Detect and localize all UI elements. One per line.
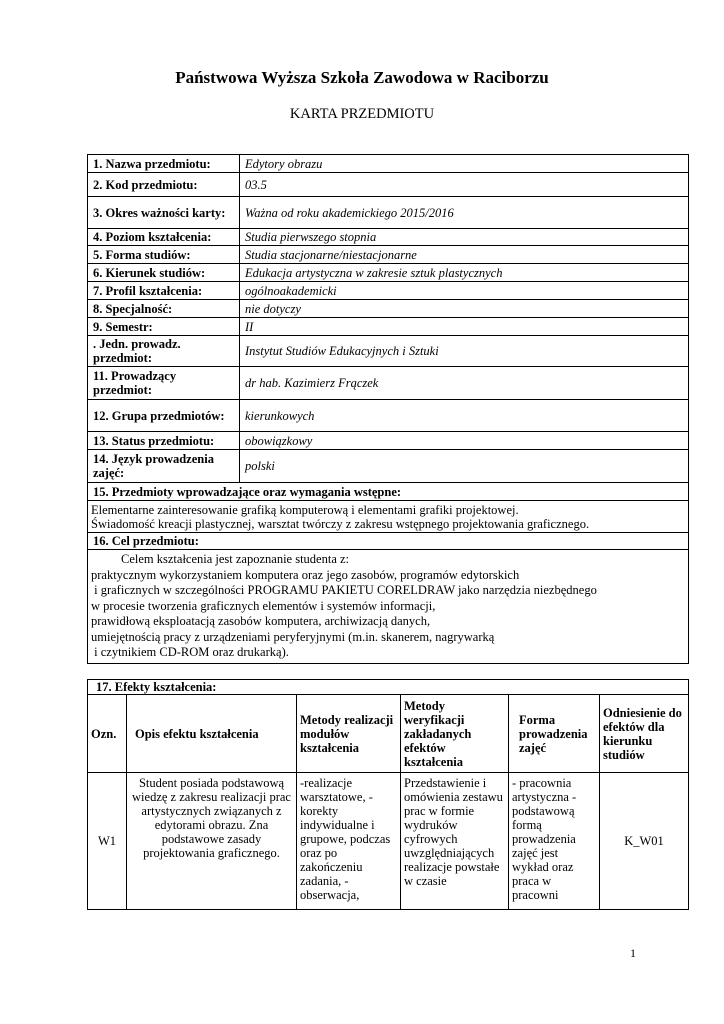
info-value: Instytut Studiów Edukacyjnych i Sztuki	[240, 336, 689, 367]
info-value: Edytory obrazu	[240, 155, 689, 173]
info-row	[88, 367, 689, 400]
text-line: Elementarne zainteresowanie grafiką komputerową i elementami grafiki projektowej.	[91, 502, 519, 517]
info-value: kierunkowych	[240, 400, 689, 432]
info-label: 8. Specjalność:	[88, 300, 240, 318]
info-label: . Jedn. prowadz. przedmiot:	[88, 336, 240, 367]
table-row	[88, 773, 689, 910]
outcome-description: Student posiada podstawową wiedzę z zakresu realizacji prac artystycznych związanych z edytorami obrazu. Zna podstawowe zasady projektowania graficznego.	[127, 773, 297, 910]
text-line: umiejętnością pracy z urządzeniami peryferyjnymi (m.in. skanerem, nagrywarką	[91, 629, 495, 644]
table-header-row	[88, 695, 689, 773]
section-body	[88, 550, 689, 664]
info-row	[88, 400, 689, 432]
page-number: 1	[630, 946, 636, 960]
info-label: 14. Język prowadzenia zajęć:	[88, 450, 240, 483]
text-line: praktycznym wykorzystaniem komputera oraz jego zasobów, programów edytorskich	[91, 567, 520, 582]
info-value: Studia stacjonarne/niestacjonarne	[240, 246, 689, 264]
info-row	[88, 300, 689, 318]
outcome-form: - pracownia artystyczna -podstawową formą prowadzenia zajęć jest wykład oraz praca w pracowni	[509, 773, 600, 910]
info-label: 6. Kierunek studiów:	[88, 264, 240, 282]
info-value: dr hab. Kazimierz Frączek	[240, 367, 689, 400]
text-line: prawidłową eksploatacją zasobów komputera, archiwizacją danych,	[91, 614, 431, 629]
info-row	[88, 282, 689, 300]
info-row	[88, 336, 689, 367]
section-16-heading-row	[88, 533, 689, 550]
section-15-body-row	[88, 501, 689, 533]
info-label: 12. Grupa przedmiotów:	[88, 400, 240, 432]
info-value: Studia pierwszego stopnia	[240, 229, 689, 246]
info-value: Ważna od roku akademickiego 2015/2016	[240, 197, 689, 229]
info-row	[88, 318, 689, 336]
outcome-reference: K_W01	[600, 773, 689, 910]
info-row	[88, 450, 689, 483]
outcome-code: W1	[88, 773, 127, 910]
text-line	[91, 552, 685, 568]
info-row	[88, 155, 689, 173]
indented-text: Celem kształcenia jest zapoznanie studenta z:	[121, 552, 350, 567]
section-16-body-row	[88, 550, 689, 664]
info-row	[88, 432, 689, 450]
info-value: II	[240, 318, 689, 336]
info-label: 9. Semestr:	[88, 318, 240, 336]
column-header: Forma prowadzenia zajęć	[509, 695, 600, 773]
info-value: 03.5	[240, 173, 689, 197]
section-body	[88, 501, 689, 533]
info-label: 13. Status przedmiotu:	[88, 432, 240, 450]
info-row	[88, 264, 689, 282]
info-label: 2. Kod przedmiotu:	[88, 173, 240, 197]
section-heading: 16. Cel przedmiotu:	[88, 533, 689, 550]
column-header: Opis efektu kształcenia	[127, 695, 297, 773]
info-row	[88, 197, 689, 229]
info-value: nie dotyczy	[240, 300, 689, 318]
info-row	[88, 229, 689, 246]
column-header: Metody weryfikacji zakładanych efektów kształcenia	[401, 695, 509, 773]
section-heading: 17. Efekty kształcenia:	[88, 680, 689, 695]
info-value: polski	[240, 450, 689, 483]
section-heading: 15. Przedmioty wprowadzające oraz wymagania wstępne:	[88, 483, 689, 501]
outcome-verification: Przedstawienie i omówienia zestawu prac w formie wydruków cyfrowych uwzględniających realizacje powstałe w czasie	[401, 773, 509, 910]
info-label: 4. Poziom kształcenia:	[88, 229, 240, 246]
info-value: obowiązkowy	[240, 432, 689, 450]
learning-outcomes-table	[87, 679, 689, 910]
info-row	[88, 173, 689, 197]
outcome-methods: -realizacje warsztatowe, -korekty indywidualne i grupowe, podczas oraz po zakończeniu zadania, -obserwacja,	[297, 773, 401, 910]
info-value: ogólnoakademicki	[240, 282, 689, 300]
section-17-heading-row	[88, 680, 689, 695]
info-label: 1. Nazwa przedmiotu:	[88, 155, 240, 173]
document-title: KARTA PRZEDMIOTU	[289, 106, 435, 122]
column-header: Metody realizacji modułów kształcenia	[297, 695, 401, 773]
info-row	[88, 246, 689, 264]
info-label: 3. Okres ważności karty:	[88, 197, 240, 229]
section-15-heading-row	[88, 483, 689, 501]
column-header: Odniesienie do efektów dla kierunku studiów	[600, 695, 689, 773]
info-value: Edukacja artystyczna w zakresie sztuk plastycznych	[240, 264, 689, 282]
info-label: 7. Profil kształcenia:	[88, 282, 240, 300]
column-header: Ozn.	[88, 695, 127, 773]
text-line: w procesie tworzenia graficznych elementów i systemów informacji,	[91, 598, 436, 613]
text-line: Świadomość kreacji plastycznej, warsztat twórczy z zakresu wstępnego projektowania graficznego.	[91, 516, 590, 531]
info-label: 5. Forma studiów:	[88, 246, 240, 264]
text-line: i czytnikiem CD-ROM oraz drukarką).	[91, 645, 289, 660]
info-label: 11. Prowadzący przedmiot:	[88, 367, 240, 400]
institution-title: Państwowa Wyższa Szkoła Zawodowa w Raciborzu	[175, 68, 549, 87]
course-info-table	[87, 154, 689, 664]
text-line: i graficznych w szczególności PROGRAMU PAKIETU CORELDRAW jako narzędzia niezbędnego	[91, 583, 597, 598]
